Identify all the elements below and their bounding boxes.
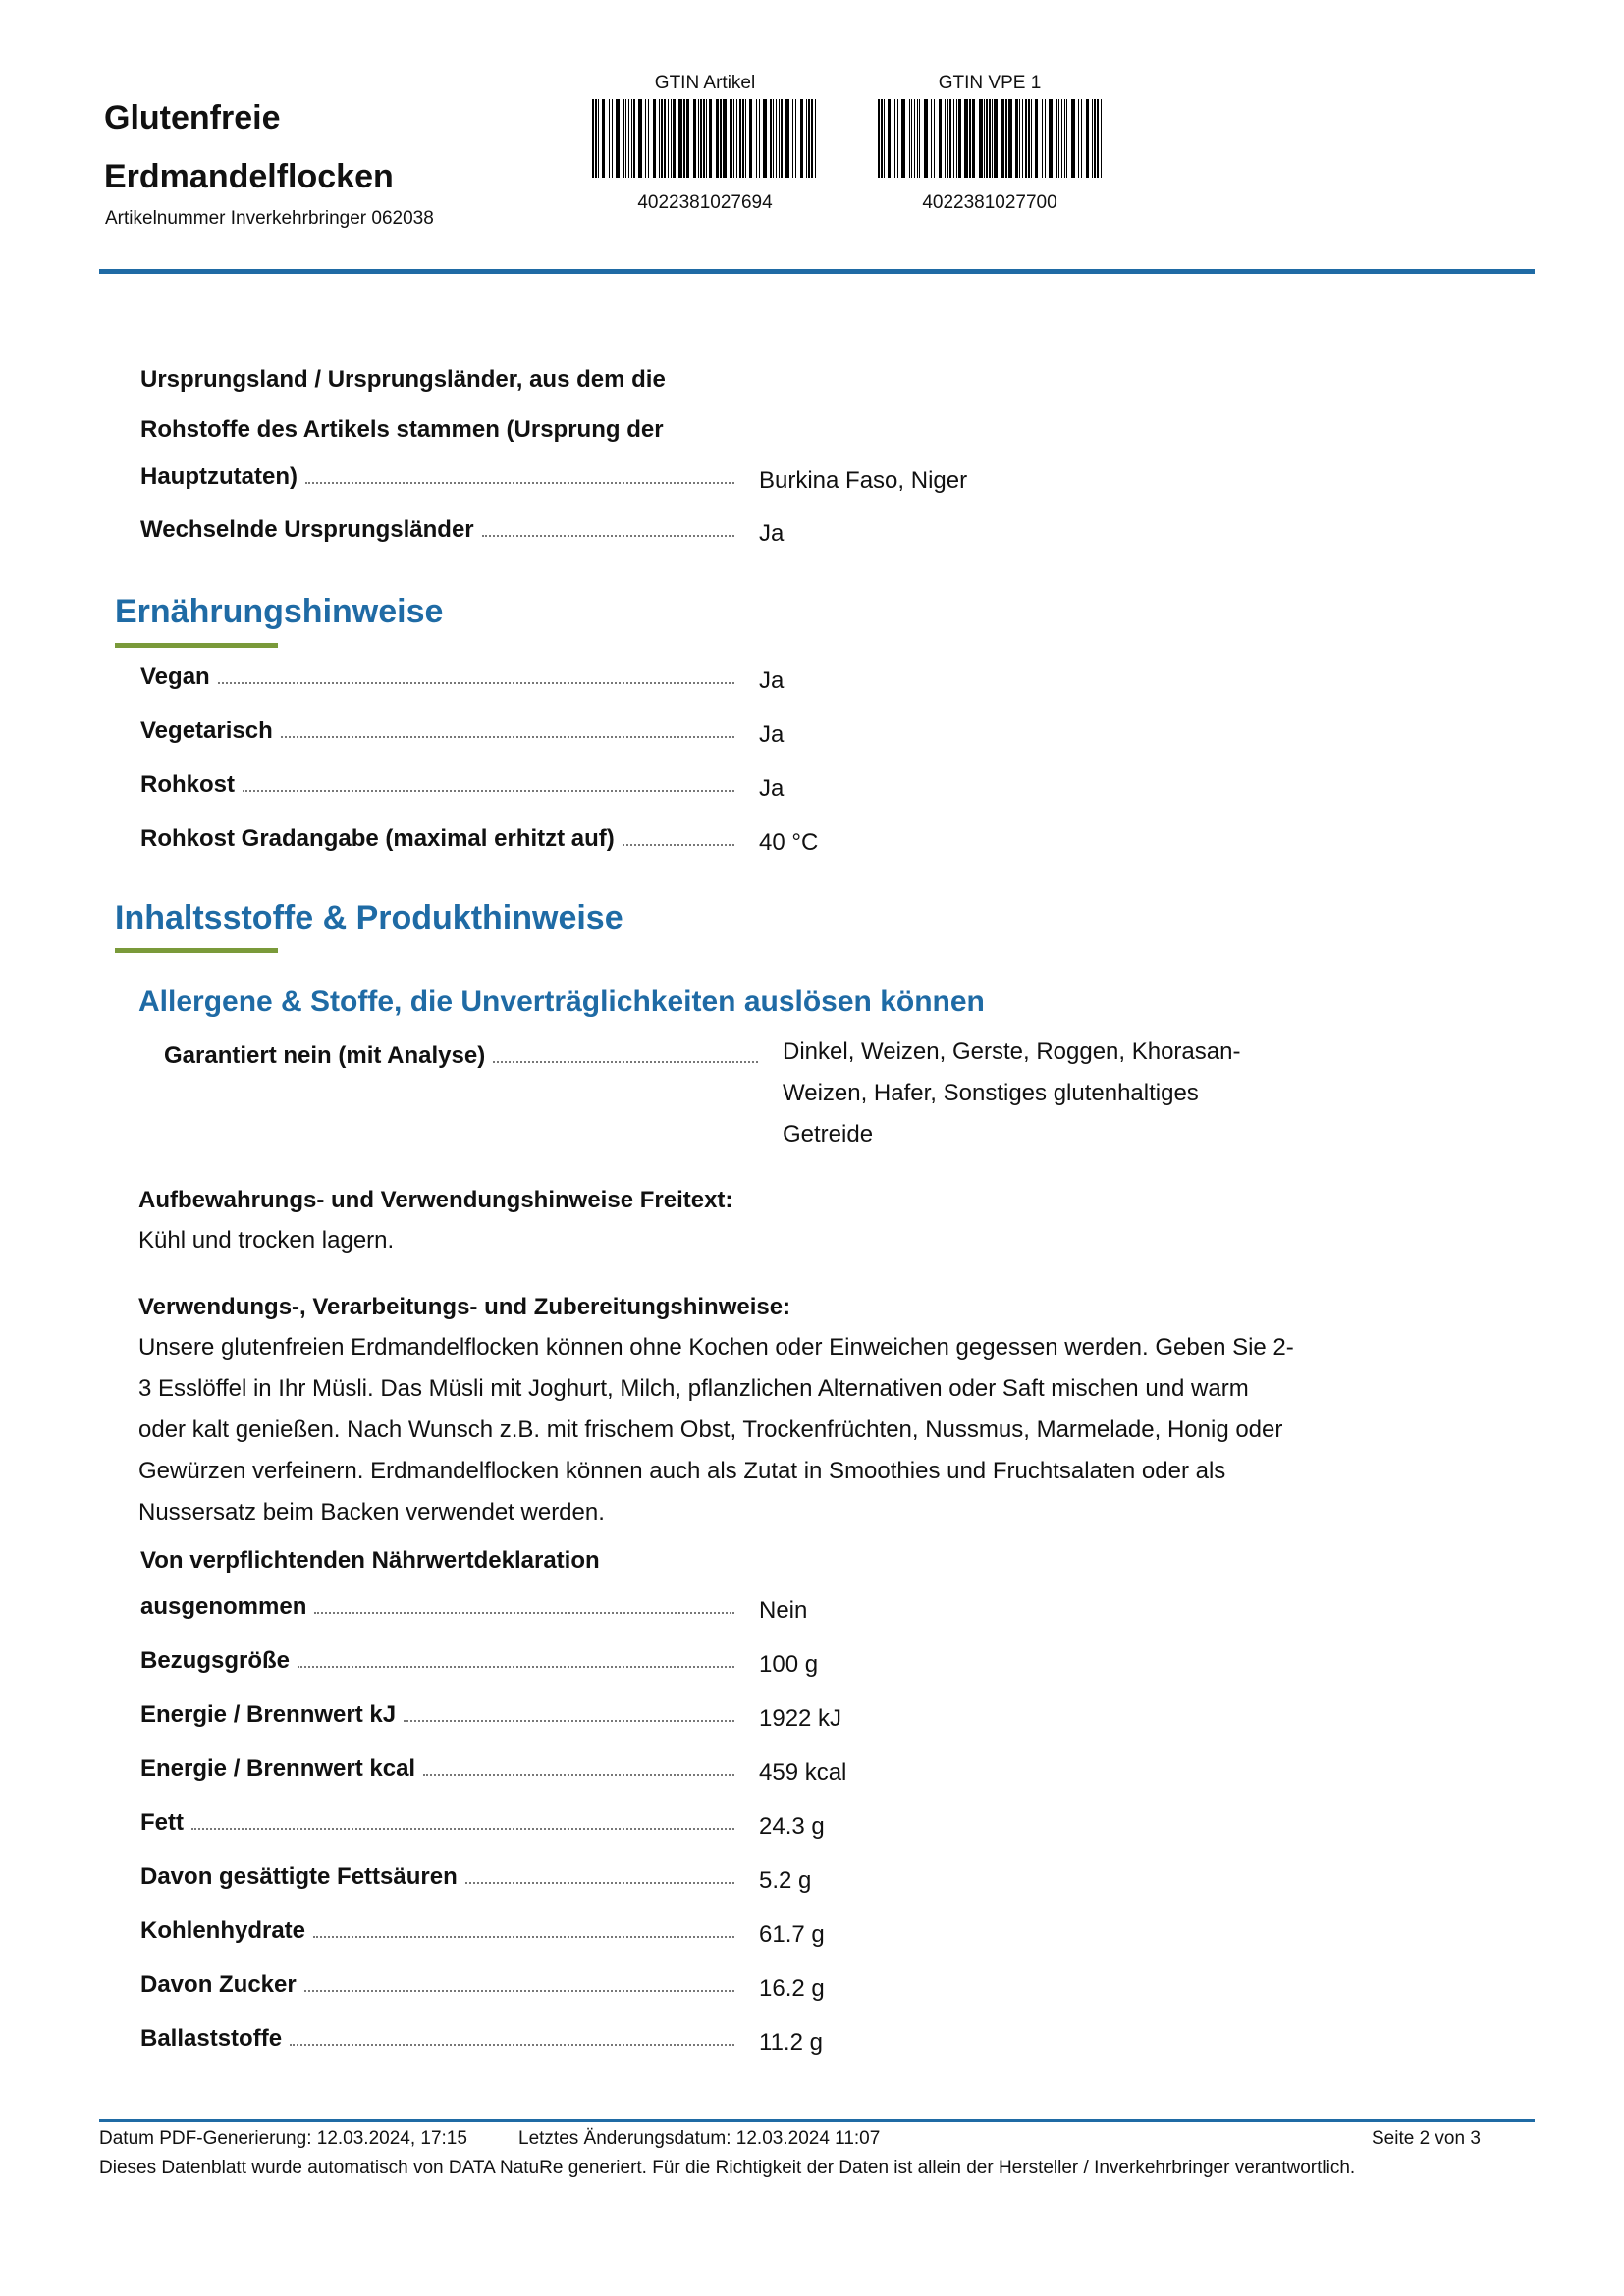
barcode-bar: [1019, 99, 1020, 178]
guaranteed-value: [783, 1032, 1240, 1155]
barcode-bar: [806, 99, 807, 178]
row-value: 11.2 g: [759, 2029, 823, 2056]
section-underline: [115, 643, 278, 648]
barcode-bar: [592, 99, 594, 178]
barcode-bar: [1058, 99, 1059, 178]
barcode-bar: [909, 99, 910, 178]
barcode-bar: [609, 99, 610, 178]
row-label: Ballaststoffe: [140, 2025, 283, 2052]
barcode-bar: [612, 99, 613, 178]
usage-line: oder kalt genießen. Nach Wunsch z.B. mit frischem Obst, Trockenfrüchten, Nussmus, Marmelade, Honig oder: [138, 1416, 1283, 1443]
changing-origin-row: [140, 516, 734, 544]
gtin-vpe-number: 4022381027700: [922, 192, 1057, 213]
barcode-bar: [917, 99, 918, 178]
barcode-bar: [989, 99, 991, 178]
row-value: Ja: [759, 721, 785, 748]
leader-dots: [281, 736, 734, 738]
barcode-bar: [947, 99, 948, 178]
gtin-article-number: 4022381027694: [637, 192, 773, 213]
row-value: Ja: [759, 667, 785, 694]
barcode-bar: [986, 99, 988, 178]
barcode-bar: [979, 99, 983, 178]
barcode-bar: [934, 99, 935, 178]
header-divider: [99, 269, 1535, 274]
barcode-bar: [598, 99, 599, 178]
barcode-bar: [602, 99, 605, 178]
leader-dots: [218, 682, 734, 684]
storage-text: Kühl und trocken lagern.: [138, 1227, 395, 1254]
exempt-row: [140, 1593, 734, 1621]
data-row: [140, 1917, 734, 1945]
exempt-value: Nein: [759, 1597, 808, 1624]
barcode-bar: [1035, 99, 1038, 178]
gtin-article-barcode: [592, 99, 818, 178]
barcode-bar: [628, 99, 629, 178]
product-title-line1: Glutenfreie: [104, 99, 281, 136]
changing-origin-label: Wechselnde Ursprungsländer: [140, 516, 474, 543]
row-label: Davon gesättigte Fettsäuren: [140, 1863, 458, 1890]
barcode-bar: [919, 99, 920, 178]
barcode-bar: [723, 99, 727, 178]
barcode-bar: [653, 99, 656, 178]
barcode-bar: [779, 99, 780, 178]
barcode-bar: [659, 99, 660, 178]
data-row: [140, 718, 734, 745]
barcode-bar: [808, 99, 810, 178]
barcode-bar: [914, 99, 915, 178]
barcode-bar: [700, 99, 702, 178]
barcode-bar: [683, 99, 685, 178]
barcode-bar: [1066, 99, 1067, 178]
row-value: 100 g: [759, 1651, 819, 1678]
usage-line: 3 Esslöffel in Ihr Müsli. Das Müsli mit Joghurt, Milch, pflanzlichen Alternativen oder Saft mischen und warm: [138, 1375, 1249, 1402]
origin-label-line3: Hauptzutaten): [140, 463, 298, 490]
changing-origin-value: Ja: [759, 520, 785, 547]
row-label: Davon Zucker: [140, 1971, 297, 1998]
barcode-bar: [720, 99, 722, 178]
guaranteed-label: Garantiert nein (mit Analyse): [164, 1042, 486, 1069]
barcode-bar: [1071, 99, 1075, 178]
barcode-bar: [703, 99, 705, 178]
row-label: Kohlenhydrate: [140, 1917, 306, 1944]
barcode-bar: [811, 99, 813, 178]
footer-page-number: Seite 2 von 3: [1372, 2128, 1481, 2149]
allergens-heading: Allergene & Stoffe, die Unverträglichkeiten auslösen können: [138, 986, 985, 1018]
barcode-bar: [969, 99, 971, 178]
leader-dots: [290, 2044, 734, 2046]
usage-text: [138, 1327, 1395, 1533]
barcode-bar: [1078, 99, 1079, 178]
row-label: Fett: [140, 1809, 184, 1836]
barcode-bar: [1061, 99, 1062, 178]
article-number: Artikelnummer Inverkehrbringer 062038: [105, 208, 434, 229]
row-value: Ja: [759, 775, 785, 802]
leader-dots: [304, 1990, 734, 1992]
row-label: Vegan: [140, 664, 210, 690]
gtin-vpe-barcode: [878, 99, 1104, 178]
barcode-bar: [730, 99, 732, 178]
barcode-bar: [1028, 99, 1030, 178]
leader-dots: [404, 1720, 734, 1722]
usage-line: Unsere glutenfreien Erdmandelflocken können ohne Kochen oder Einweichen gegessen werden. Geben Sie 2-: [138, 1334, 1294, 1361]
row-value: 5.2 g: [759, 1867, 812, 1894]
barcode-bar: [623, 99, 624, 178]
barcode-bar: [992, 99, 993, 178]
barcode-bar: [1031, 99, 1032, 178]
barcode-bar: [1092, 99, 1093, 178]
barcode-bar: [631, 99, 632, 178]
barcode-bar: [1086, 99, 1089, 178]
barcode-bar: [709, 99, 712, 178]
exempt-label-line2: ausgenommen: [140, 1593, 307, 1620]
usage-line: Gewürzen verfeinern. Erdmandelflocken können auch als Zutat in Smoothies und Fruchtsalaten oder als: [138, 1458, 1226, 1484]
origin-value: Burkina Faso, Niger: [759, 467, 968, 494]
data-row: [140, 1755, 734, 1783]
barcode-bar: [1045, 99, 1046, 178]
leader-dots: [313, 1936, 734, 1938]
data-row: [140, 772, 734, 799]
barcode-bar: [739, 99, 741, 178]
barcode-bar: [884, 99, 885, 178]
barcode-bar: [733, 99, 734, 178]
barcode-bar: [770, 99, 772, 178]
data-row: [140, 1809, 734, 1837]
barcode-bar: [648, 99, 649, 178]
footer-changed-date: Letztes Änderungsdatum: 12.03.2024 11:07: [518, 2128, 881, 2149]
barcode-bar: [671, 99, 672, 178]
barcode-bar: [661, 99, 663, 178]
barcode-bar: [645, 99, 646, 178]
barcode-bar: [686, 99, 689, 178]
barcode-bar: [878, 99, 880, 178]
barcode-bar: [958, 99, 961, 178]
section-underline: [115, 948, 278, 953]
barcode-bar: [953, 99, 954, 178]
origin-label-line1: Ursprungsland / Ursprungsländer, aus dem die: [140, 366, 666, 393]
guaranteed-value-line3: Getreide: [783, 1121, 874, 1148]
product-title-line2: Erdmandelflocken: [104, 158, 394, 195]
barcode-bar: [939, 99, 942, 178]
row-label: Vegetarisch: [140, 718, 273, 744]
row-label: Rohkost: [140, 772, 235, 798]
barcode-bar: [742, 99, 744, 178]
barcode-bar: [668, 99, 669, 178]
guaranteed-row: [164, 1042, 758, 1070]
barcode-bar: [595, 99, 597, 178]
barcode-bar: [1042, 99, 1043, 178]
barcode-bar: [1049, 99, 1053, 178]
guaranteed-value-line2: Weizen, Hafer, Sonstiges glutenhaltiges: [783, 1080, 1199, 1106]
barcode-bar: [759, 99, 760, 178]
exempt-label-line1: Von verpflichtenden Nährwertdeklaration: [140, 1547, 600, 1574]
leader-dots: [493, 1061, 758, 1063]
usage-heading: Verwendungs-, Verarbeitungs- und Zubereitungshinweise:: [138, 1294, 791, 1320]
footer-divider: [99, 2119, 1535, 2122]
barcode-bar: [756, 99, 757, 178]
barcode-bar: [924, 99, 928, 178]
barcode-bar: [716, 99, 719, 178]
data-row: [140, 2025, 734, 2053]
barcode-bar: [633, 99, 635, 178]
barcode-bar: [1101, 99, 1102, 178]
section-heading-nutrition-notes: Ernährungshinweise: [115, 593, 444, 630]
barcode-bar: [901, 99, 905, 178]
origin-row: [140, 463, 734, 491]
row-label: Energie / Brennwert kcal: [140, 1755, 416, 1782]
leader-dots: [623, 844, 734, 846]
row-value: 459 kcal: [759, 1759, 847, 1786]
gtin-vpe-label: GTIN VPE 1: [938, 73, 1042, 93]
data-row: [140, 664, 734, 691]
data-row: [140, 826, 734, 853]
barcode-bar: [931, 99, 932, 178]
leader-dots: [314, 1612, 734, 1614]
barcode-bar: [1081, 99, 1082, 178]
row-value: 40 °C: [759, 829, 819, 856]
barcode-bar: [792, 99, 793, 178]
origin-label-line2: Rohstoffe des Artikels stammen (Ursprung der: [140, 416, 664, 443]
barcode-bar: [781, 99, 783, 178]
barcode-bar: [678, 99, 682, 178]
barcode-bar: [763, 99, 767, 178]
barcode-bar: [693, 99, 696, 178]
leader-dots: [305, 482, 734, 484]
barcode-bar: [1015, 99, 1018, 178]
barcode-bar: [1008, 99, 1012, 178]
barcode-bar: [1001, 99, 1004, 178]
row-label: Energie / Brennwert kJ: [140, 1701, 397, 1728]
barcode-bar: [745, 99, 746, 178]
barcode-bar: [698, 99, 699, 178]
barcode-bar: [894, 99, 895, 178]
barcode-bar: [1005, 99, 1007, 178]
footer-generated-date: Datum PDF-Generierung: 12.03.2024, 17:15: [99, 2128, 467, 2149]
leader-dots: [423, 1774, 734, 1776]
barcode-bar: [800, 99, 803, 178]
row-label: Bezugsgröße: [140, 1647, 291, 1674]
storage-heading: Aufbewahrungs- und Verwendungshinweise Freitext:: [138, 1187, 733, 1213]
barcode-bar: [773, 99, 774, 178]
data-row: [140, 1647, 734, 1675]
barcode-bar: [956, 99, 957, 178]
gtin-article-label: GTIN Artikel: [654, 73, 756, 93]
row-label: Rohkost Gradangabe (maximal erhitzt auf): [140, 826, 615, 852]
section-heading-ingredients: Inhaltsstoffe & Produkthinweise: [115, 899, 623, 936]
barcode-bar: [795, 99, 796, 178]
barcode-bar: [888, 99, 891, 178]
row-value: 24.3 g: [759, 1813, 825, 1840]
barcode-bar: [625, 99, 626, 178]
barcode-bar: [785, 99, 789, 178]
barcode-bar: [945, 99, 946, 178]
barcode-bar: [1056, 99, 1057, 178]
barcode-bar: [984, 99, 985, 178]
row-value: 1922 kJ: [759, 1705, 842, 1732]
footer-disclaimer: Dieses Datenblatt wurde automatisch von DATA NatuRe generiert. Für die Richtigkeit der Daten ist allein der Hersteller / Inverkehrbringer verantwortlich.: [99, 2158, 1356, 2178]
leader-dots: [482, 535, 734, 537]
barcode-bar: [664, 99, 666, 178]
leader-dots: [465, 1882, 734, 1884]
barcode-bar: [949, 99, 951, 178]
barcode-bar: [1064, 99, 1065, 178]
barcode-bar: [881, 99, 883, 178]
barcode-bar: [964, 99, 968, 178]
barcode-bar: [616, 99, 620, 178]
barcode-bar: [1094, 99, 1096, 178]
barcode-bar: [673, 99, 676, 178]
leader-dots: [298, 1666, 734, 1668]
barcode-bar: [1025, 99, 1027, 178]
row-value: 61.7 g: [759, 1921, 825, 1948]
barcode-bar: [911, 99, 912, 178]
leader-dots: [191, 1828, 734, 1830]
barcode-bar: [897, 99, 898, 178]
barcode-bar: [749, 99, 752, 178]
barcode-bar: [972, 99, 975, 178]
barcode-bar: [815, 99, 816, 178]
barcode-bar: [736, 99, 737, 178]
barcode-bar: [1022, 99, 1023, 178]
barcode-bar: [776, 99, 777, 178]
barcode-bar: [706, 99, 707, 178]
data-row: [140, 1971, 734, 1999]
row-value: 16.2 g: [759, 1975, 825, 2002]
barcode-bar: [1097, 99, 1099, 178]
data-row: [140, 1863, 734, 1891]
leader-dots: [243, 790, 734, 792]
guaranteed-value-line1: Dinkel, Weizen, Gerste, Roggen, Khorasan-: [783, 1039, 1241, 1065]
barcode-bar: [638, 99, 642, 178]
data-row: [140, 1701, 734, 1729]
usage-line: Nussersatz beim Backen verwendet werden.: [138, 1499, 605, 1525]
barcode-bar: [994, 99, 998, 178]
